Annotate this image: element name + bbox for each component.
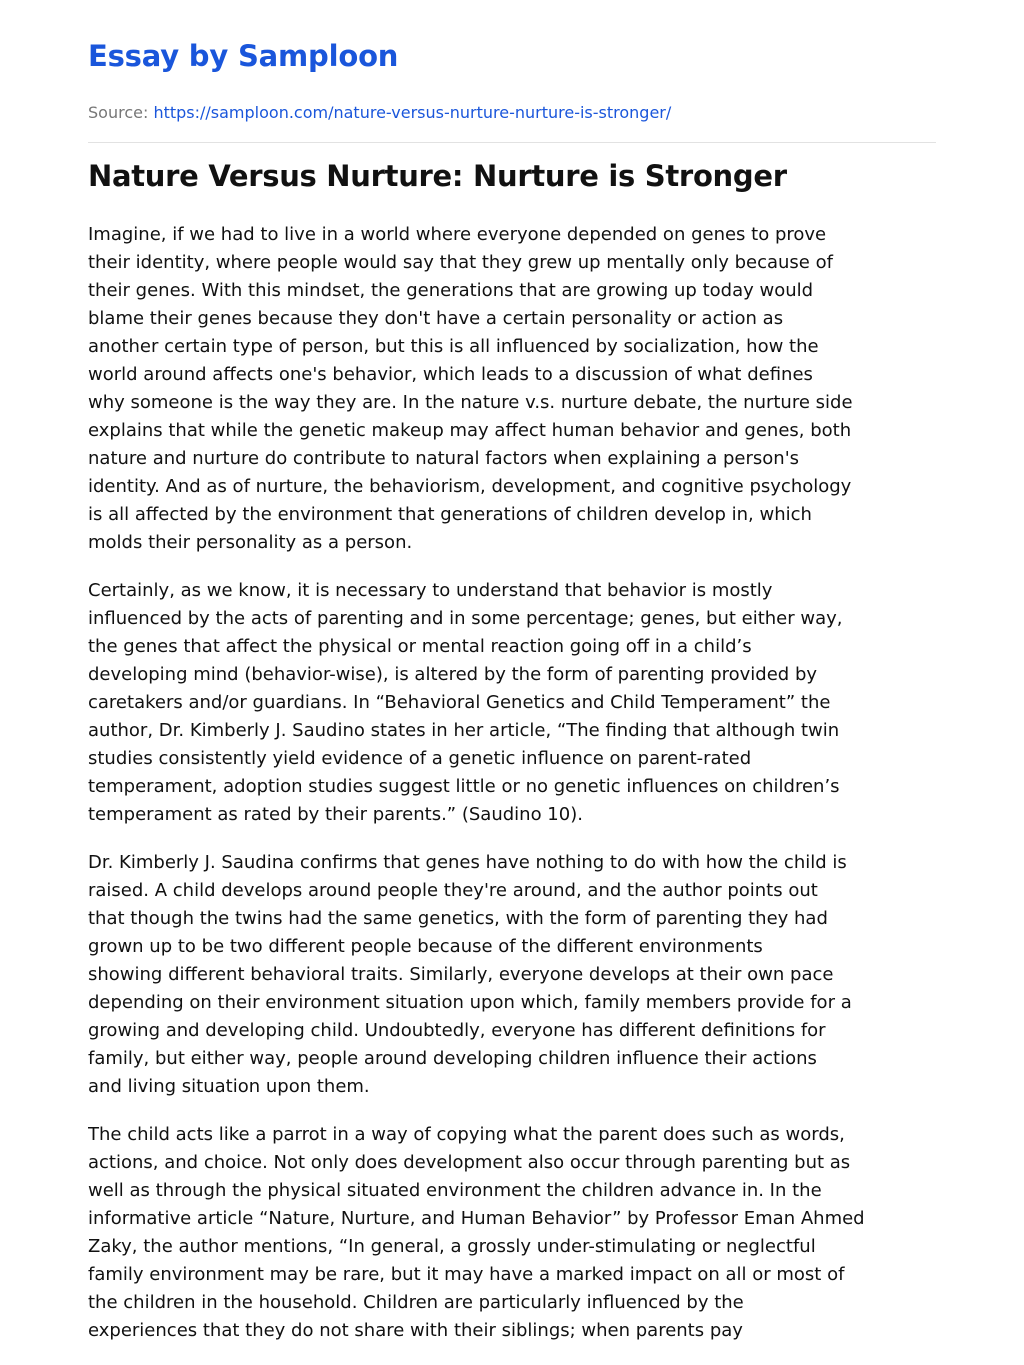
paragraph-line: family, but either way, people around developing children influence their actions <box>88 1048 817 1069</box>
paragraph-line: grown up to be two different people because of the different environments <box>88 936 763 957</box>
paragraph-line: explains that while the genetic makeup may affect human behavior and genes, both <box>88 420 852 441</box>
paragraph-line: that though the twins had the same genetics, with the form of parenting they had <box>88 908 828 929</box>
paragraph-line: world around affects one's behavior, which leads to a discussion of what defines <box>88 364 813 385</box>
source-line <box>88 101 671 125</box>
paragraph-line: well as through the physical situated environment the children advance in. In the <box>88 1180 822 1201</box>
essay-title: Nature Versus Nurture: Nurture is Stronger <box>88 159 787 193</box>
paragraph-line: experiences that they do not share with their siblings; when parents pay <box>88 1320 743 1341</box>
paragraph-line: temperament as rated by their parents.” (Saudino 10). <box>88 804 583 825</box>
paragraph-line: their genes. With this mindset, the generations that are growing up today would <box>88 280 814 301</box>
paragraph-line: their identity, where people would say that they grew up mentally only because of <box>88 252 833 273</box>
source-link[interactable]: https://samploon.com/nature-versus-nurture-nurture-is-stronger/ <box>153 103 672 122</box>
paragraph-line: author, Dr. Kimberly J. Saudino states in her article, “The finding that although twin <box>88 720 840 741</box>
paragraph-line: family environment may be rare, but it may have a marked impact on all or most of <box>88 1264 845 1285</box>
header-divider <box>88 142 936 143</box>
paragraph-line: caretakers and/or guardians. In “Behavioral Genetics and Child Temperament” the <box>88 692 831 713</box>
paragraph-line: raised. A child develops around people they're around, and the author points out <box>88 880 818 901</box>
paragraph-line: temperament, adoption studies suggest little or no genetic influences on children’s <box>88 776 840 797</box>
source-label: Source: <box>88 103 154 122</box>
paragraph-line: another certain type of person, but this is all influenced by socialization, how the <box>88 336 819 357</box>
paragraph-line: the children in the household. Children are particularly influenced by the <box>88 1292 744 1313</box>
paragraph-line: growing and developing child. Undoubtedly, everyone has different definitions for <box>88 1020 826 1041</box>
paragraph-line: is all affected by the environment that generations of children develop in, which <box>88 504 812 525</box>
paragraph-line: studies consistently yield evidence of a genetic influence on parent-rated <box>88 748 752 769</box>
paragraph-line: and living situation upon them. <box>88 1076 370 1097</box>
paragraph-line: Certainly, as we know, it is necessary to understand that behavior is mostly <box>88 580 773 601</box>
paragraph-line: informative article “Nature, Nurture, and Human Behavior” by Professor Eman Ahmed <box>88 1208 865 1229</box>
paragraph-line: nature and nurture do contribute to natural factors when explaining a person's <box>88 448 800 469</box>
paragraph-line: developing mind (behavior-wise), is altered by the form of parenting provided by <box>88 664 818 685</box>
paragraph-line: The child acts like a parrot in a way of copying what the parent does such as words, <box>88 1124 845 1145</box>
paragraph-line: influenced by the acts of parenting and in some percentage; genes, but either way, <box>88 608 843 629</box>
paragraph-line: the genes that affect the physical or mental reaction going off in a child’s <box>88 636 752 657</box>
paragraph-line: showing different behavioral traits. Similarly, everyone develops at their own pace <box>88 964 834 985</box>
paragraph-line: Imagine, if we had to live in a world where everyone depended on genes to prove <box>88 224 827 245</box>
paragraph-1 <box>88 221 936 557</box>
paragraph-2 <box>88 577 936 829</box>
paragraph-line: why someone is the way they are. In the nature v.s. nurture debate, the nurture side <box>88 392 853 413</box>
paragraph-line: actions, and choice. Not only does development also occur through parenting but as <box>88 1152 851 1173</box>
paragraph-3 <box>88 849 936 1101</box>
paragraph-line: molds their personality as a person. <box>88 532 413 553</box>
paragraph-line: blame their genes because they don't have a certain personality or action as <box>88 308 784 329</box>
brand-title: Essay by Samploon <box>88 39 399 73</box>
paragraph-line: Dr. Kimberly J. Saudina confirms that genes have nothing to do with how the child is <box>88 852 847 873</box>
paragraph-line: Zaky, the author mentions, “In general, a grossly under-stimulating or neglectful <box>88 1236 816 1257</box>
paragraph-4 <box>88 1121 936 1345</box>
paragraph-line: depending on their environment situation upon which, family members provide for a <box>88 992 852 1013</box>
paragraph-line: identity. And as of nurture, the behaviorism, development, and cognitive psychology <box>88 476 852 497</box>
